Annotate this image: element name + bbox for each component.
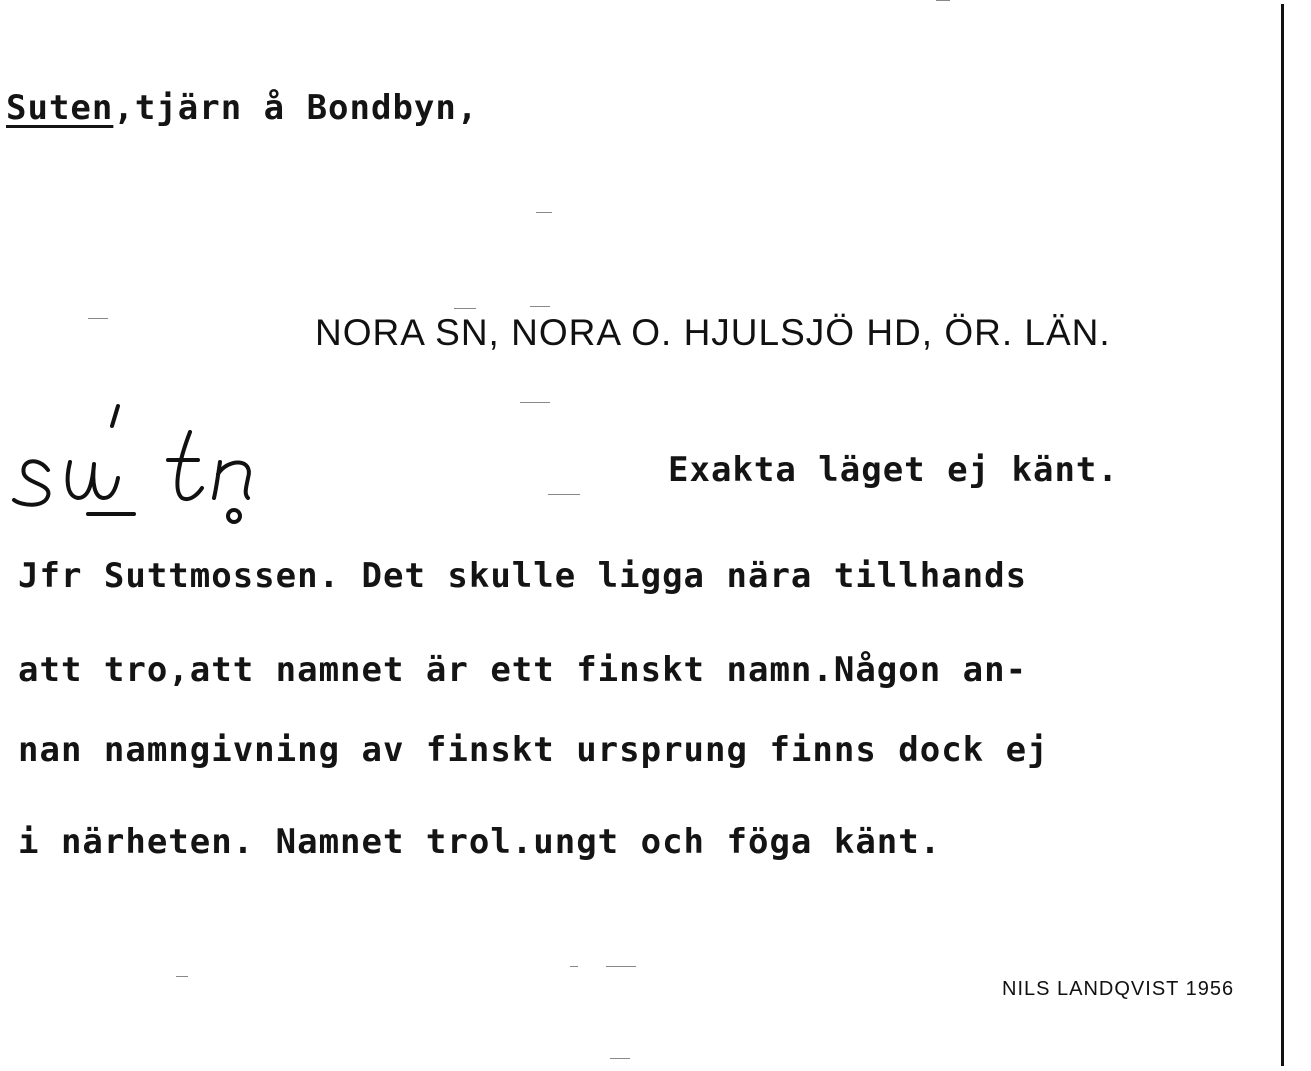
scan-speck xyxy=(936,0,950,1)
scan-speck xyxy=(570,966,578,967)
scan-speck xyxy=(606,966,636,967)
scan-speck xyxy=(610,1058,630,1059)
body-line-3: nan namngivning av finskt ursprung finns dock ej xyxy=(18,730,1049,770)
scan-speck xyxy=(454,308,476,309)
scan-speck xyxy=(88,318,108,319)
parish-stamp: NORA SN, NORA O. HJULSJÖ HD, ÖR. LÄN. xyxy=(315,312,1111,353)
title-line xyxy=(6,88,478,128)
scan-speck xyxy=(520,402,550,403)
headword-description: ,tjärn å Bondbyn, xyxy=(113,88,479,128)
phonetic-transcription xyxy=(8,398,268,533)
author-stamp: NILS LANDQVIST 1956 xyxy=(1002,978,1235,1000)
headword: Suten xyxy=(6,88,114,128)
scan-speck xyxy=(536,212,552,213)
body-line-2: att tro,att namnet är ett finskt namn.Någon an- xyxy=(18,650,1028,690)
card-edge-line xyxy=(1281,4,1284,1066)
location-note: Exakta läget ej känt. xyxy=(668,450,1119,490)
scan-speck xyxy=(548,494,580,495)
scan-speck xyxy=(530,306,550,307)
scan-speck xyxy=(176,976,188,977)
body-line-1: Jfr Suttmossen. Det skulle ligga nära tillhands xyxy=(18,556,1028,596)
body-line-4: i närheten. Namnet trol.ungt och föga känt. xyxy=(18,822,942,862)
